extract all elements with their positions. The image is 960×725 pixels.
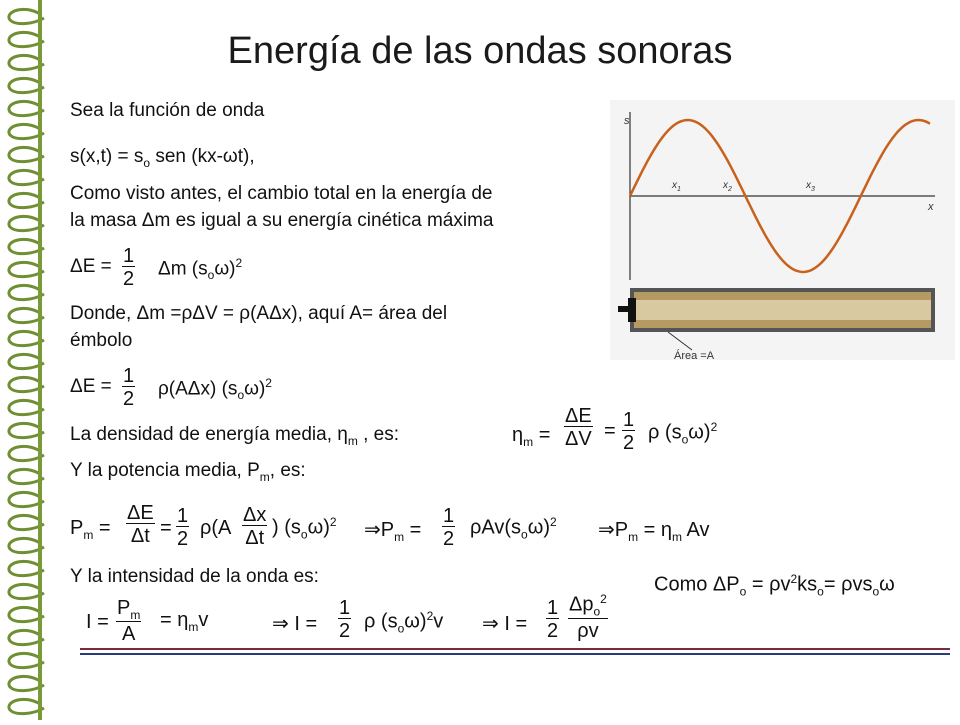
eq1-lhs: ΔE =: [70, 256, 112, 277]
piston-rod: [618, 306, 630, 312]
eq3-fraction-half: $\frac{1}{2}$: [623, 409, 635, 454]
eq3-rhs: ρ $(s_o\omega)^2$: [648, 420, 718, 447]
eq4-rho-area: ρ(A: [200, 517, 232, 539]
eq5-rhs: $\rho Av(s_o\omega)^2$: [470, 515, 557, 542]
x3-label: $x_3$: [806, 180, 815, 193]
wave-function: $s(x,t) = s_o$ sen (kx-ωt),: [70, 146, 255, 170]
eq4-fraction-half: $\frac{1}{2}$: [177, 505, 189, 550]
eq9-lhs: ⇒ I =: [482, 613, 528, 635]
eq5-fraction-half: $\frac{1}{2}$: [443, 505, 455, 550]
eq3-lhs: $\eta_m$ =: [512, 424, 551, 449]
paragraph-line-4: émbolo: [70, 330, 133, 351]
intensity-text: Y la intensidad de la onda es:: [70, 566, 319, 587]
wave-figure: [610, 100, 955, 360]
paragraph-line-1: Como visto antes, el cambio total en la energía de: [70, 183, 493, 204]
eq4-equals: =: [160, 517, 172, 539]
eq4-lhs: $P_m$ =: [70, 517, 111, 542]
eq2-lhs: ΔE =: [70, 376, 112, 397]
eq4-tail: ) $(s_o\omega)^2$: [272, 515, 337, 542]
footer-rule-bottom: [80, 653, 950, 655]
eq1-rhs: Δm $(s_o\omega)^2$: [158, 256, 243, 283]
spiral-binding: [0, 0, 60, 720]
page-title: Energía de las ondas sonoras: [227, 30, 733, 72]
eq8-rhs: ρ $(s_o\omega)^2v$: [364, 609, 444, 636]
pressure-relation: Como $\Delta P_o = \rho v^2ks_o= \rho vs_o\omega$: [654, 572, 895, 599]
x2-label: $x_2$: [723, 180, 732, 193]
eq3-equals: =: [604, 420, 616, 442]
eq3-fraction-energy-volume: $\frac{\Delta E}{\Delta V}$: [565, 405, 592, 450]
s-axis-label: s: [624, 115, 630, 127]
paragraph-line-3: Donde, Δm =ρΔV = ρ(AΔx), aquí A= área del: [70, 303, 448, 324]
spiral-binding-icon: [0, 0, 60, 720]
eq7-fraction: $\frac{P_m}{A}$: [117, 597, 141, 645]
binding-edge: [38, 0, 42, 720]
eq4-fraction-energy-time: $\frac{\Delta E}{\Delta t}$: [127, 502, 154, 547]
eq9-fraction-pressure: $\Delta p_o^2$ ρv: [569, 592, 607, 642]
eq4-fraction-dx-dt: $\frac{\Delta x}{\Delta t}$: [243, 504, 267, 549]
eq7-rhs: = $\eta_mv$: [160, 609, 209, 634]
eq6-power-density: $\Rightarrow P_m = \eta_m$ Av: [598, 519, 710, 544]
eq7-lhs: I =: [86, 611, 109, 633]
footer-rule-top: [80, 648, 950, 650]
energy-density-text: La densidad de energía media, $\eta_m$ , es:: [70, 424, 400, 448]
x-axis-label: x: [928, 201, 934, 213]
tube-core: [634, 300, 931, 320]
eq9-fraction-half: $\frac{1}{2}$: [547, 597, 559, 642]
eq8-lhs: ⇒ I =: [272, 613, 318, 635]
eq2-rhs: ρ(AΔx) $(s_o\omega)^2$: [158, 376, 272, 403]
intro-text: Sea la función de onda: [70, 100, 265, 121]
mean-power-text: Y la potencia media, $P_m$, es:: [70, 460, 306, 484]
eq1-fraction: $\frac{1}{2}$: [123, 245, 135, 290]
eq5-lhs: $\Rightarrow P_m$ =: [364, 519, 422, 544]
x1-label: $x_1$: [672, 180, 681, 193]
eq8-fraction-half: $\frac{1}{2}$: [339, 597, 351, 642]
eq2-fraction: $\frac{1}{2}$: [123, 365, 135, 410]
area-label: Área =A: [674, 350, 715, 360]
paragraph-line-2: la masa Δm es igual a su energía cinética máxima: [70, 210, 494, 231]
wave-diagram: [610, 100, 955, 360]
